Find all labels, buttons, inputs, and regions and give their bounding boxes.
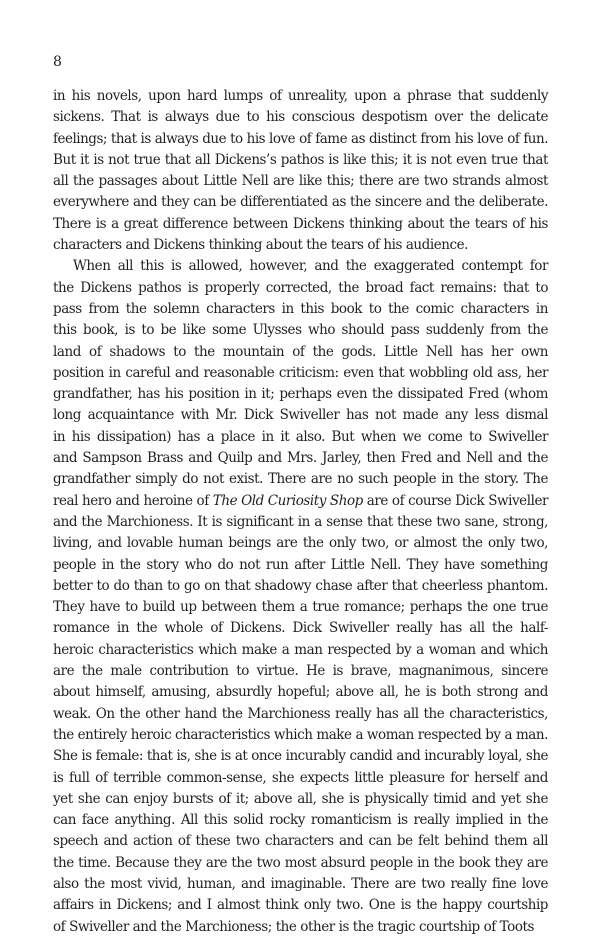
text-line <box>53 768 548 789</box>
text-segment: about himself, amusing, absurdly hopeful; above all, he is both strong and <box>53 684 548 701</box>
text-segment: But it is not true that all Dickens’s pathos is like this; it is not even true that <box>53 151 548 168</box>
text-segment: weak. On the other hand the Marchioness really has all the characteristics, <box>53 705 548 722</box>
text-segment: She is female: that is, she is at once incurably candid and incurably loyal, she <box>53 748 548 765</box>
text-line <box>53 299 548 320</box>
text-line <box>53 363 548 384</box>
text-line <box>53 427 548 448</box>
text-line <box>53 576 548 597</box>
text-segment: in his novels, upon hard lumps of unreality, upon a phrase that suddenly <box>53 88 548 104</box>
text-line <box>53 917 548 938</box>
text-segment: everywhere and they can be differentiated as the sincere and the deliberate. <box>53 194 548 211</box>
text-segment: and Sampson Brass and Quilp and Mrs. Jarley, then Fred and Nell and the <box>53 450 548 467</box>
text-segment: better to do than to go on that shadowy chase after that cheerless phantom. <box>53 577 548 594</box>
text-segment: pass from the solemn characters in this book to the comic characters in <box>53 300 548 317</box>
text-line <box>53 746 548 767</box>
text-line <box>53 618 548 639</box>
text-segment: of Swiveller and the Marchioness; the other is the tragic courtship of Toots <box>53 918 534 935</box>
text-segment: sickens. That is always due to his conscious despotism over the delicate <box>53 109 548 126</box>
text-segment: romance in the whole of Dickens. Dick Swiveller really has all the half- <box>53 620 548 637</box>
text-line <box>53 789 548 810</box>
text-line <box>53 512 548 533</box>
text-line <box>53 342 548 363</box>
text-segment: speech and action of these two characters and can be felt behind them all <box>53 833 548 850</box>
text-line <box>53 895 548 916</box>
paragraph <box>53 86 548 256</box>
text-line <box>53 384 548 405</box>
text-line <box>53 256 548 277</box>
text-line <box>53 704 548 725</box>
text-line <box>53 725 548 746</box>
text-line <box>53 214 548 235</box>
text-line <box>53 86 548 107</box>
text-segment: the time. Because they are the two most absurd people in the book they are <box>53 854 548 871</box>
paragraph <box>53 256 548 938</box>
text-segment: land of shadows to the mountain of the gods. Little Nell has her own <box>53 343 548 360</box>
text-segment: They have to build up between them a true romance; perhaps the one true <box>53 599 548 616</box>
text-line <box>53 810 548 831</box>
text-segment: affairs in Dickens; and I almost think only two. One is the happy courtship <box>53 897 548 914</box>
text-segment: also the most vivid, human, and imaginable. There are two really fine love <box>53 875 548 892</box>
text-segment: heroic characteristics which make a man respected by a woman and which <box>53 641 548 658</box>
text-segment: grandfather, has his position in it; perhaps even the dissipated Fred (whom <box>53 386 548 403</box>
text-line <box>53 320 548 341</box>
book-title: The Old Curiosity Shop <box>212 492 363 509</box>
text-line <box>53 448 548 469</box>
text-segment: feelings; that is always due to his love of fame as distinct from his love of fun. <box>53 130 548 147</box>
text-segment: There is a great difference between Dickens thinking about the tears of his <box>53 215 548 232</box>
text-segment: the entirely heroic characteristics which make a woman respected by a man. <box>53 726 548 743</box>
text-line <box>53 597 548 618</box>
text-segment: long acquaintance with Mr. Dick Swiveller has not made any less dismal <box>53 407 548 424</box>
text-segment: position in careful and reasonable criticism: even that wobbling old ass, her <box>53 364 548 381</box>
text-segment: grandfather simply do not exist. There are no such people in the story. The <box>53 471 548 488</box>
text-line <box>53 235 548 256</box>
text-line <box>53 192 548 213</box>
text-segment: and the Marchioness. It is significant in a sense that these two sane, strong, <box>53 513 548 530</box>
text-segment: characters and Dickens thinking about the tears of his audience. <box>53 237 469 254</box>
text-line <box>53 661 548 682</box>
text-segment: this book, is to be like some Ulysses who should pass suddenly from the <box>53 322 548 339</box>
text-segment: living, and lovable human beings are the only two, or almost the only two, <box>53 535 548 552</box>
text-line <box>53 107 548 128</box>
text-segment: yet she can enjoy bursts of it; above all, she is physically timid and yet she <box>53 790 548 807</box>
text-segment: the Dickens pathos is properly corrected, the broad fact remains: that to <box>53 279 548 296</box>
body-text <box>53 86 548 938</box>
text-line <box>53 129 548 150</box>
text-line <box>53 171 548 192</box>
text-segment: can face anything. All this solid rocky romanticism is really implied in the <box>53 812 548 829</box>
text-line <box>53 533 548 554</box>
text-line <box>53 555 548 576</box>
text-segment: are of course Dick Swiveller <box>362 492 548 509</box>
page-number: 8 <box>53 54 62 70</box>
text-segment: people in the story who do not run after Little Nell. They have something <box>53 556 548 573</box>
text-segment: real hero and heroine of <box>53 492 213 509</box>
text-line <box>53 874 548 895</box>
text-line <box>53 405 548 426</box>
text-line <box>53 278 548 299</box>
text-line <box>53 853 548 874</box>
text-segment: are the male contribution to virtue. He is brave, magnanimous, sincere <box>53 663 548 680</box>
text-line <box>53 491 548 512</box>
text-segment: is full of terrible common-sense, she expects little pleasure for herself and <box>53 769 548 786</box>
text-segment: all the passages about Little Nell are like this; there are two strands almost <box>53 173 548 190</box>
text-segment: in his dissipation) has a place in it also. But when we come to Swiveller <box>53 428 548 445</box>
text-line <box>53 469 548 490</box>
text-line <box>53 682 548 703</box>
text-line <box>53 831 548 852</box>
text-line <box>53 150 548 171</box>
text-line <box>53 640 548 661</box>
text-segment: When all this is allowed, however, and the exaggerated contempt for <box>73 258 548 275</box>
